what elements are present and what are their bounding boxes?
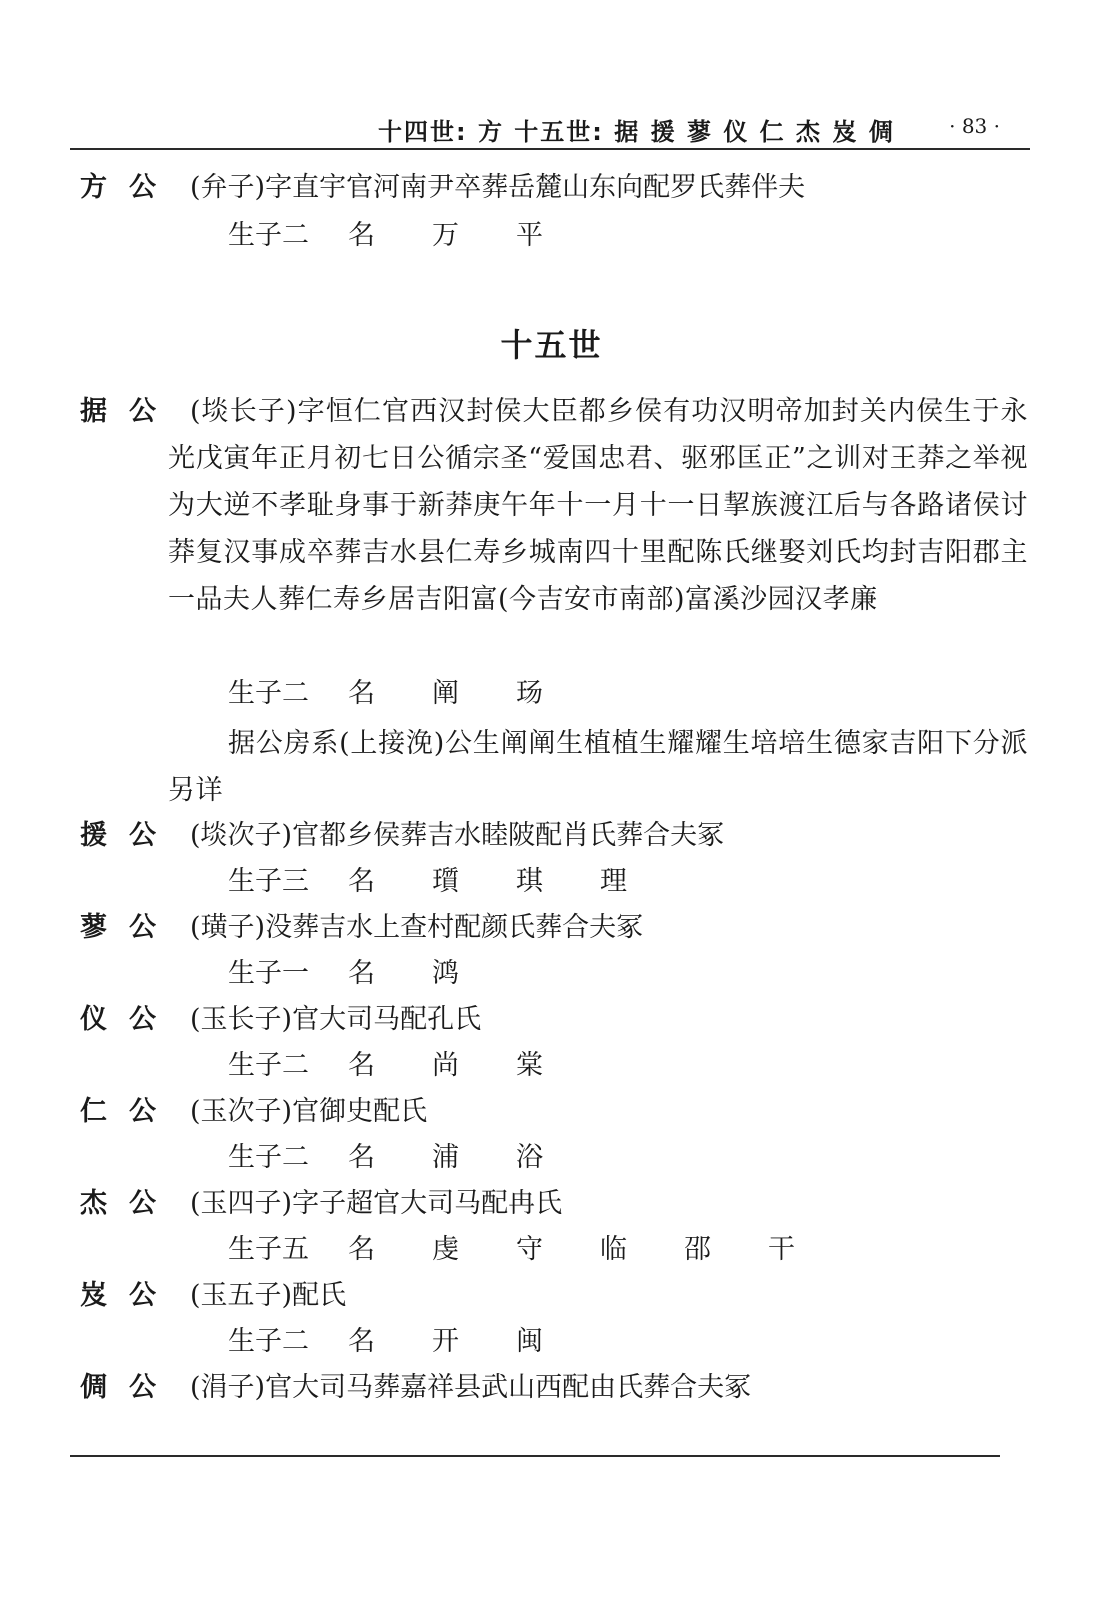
entry-name: 方公 [80, 172, 178, 203]
children-line [228, 954, 516, 994]
bottom-rule [70, 1455, 1000, 1457]
entry-name: 岌公 [80, 1280, 178, 1311]
children-count: 生子一 [228, 958, 309, 989]
children-count: 生子二 [228, 1050, 309, 1081]
children-ming: 名 [348, 220, 375, 251]
entry-text: (埮次子)官都乡侯葬吉水睦陂配肖氏葬合夫冢 [190, 820, 725, 851]
entry-text: (埮长子)字恒仁官西汉封侯大臣都乡侯有功汉明帝加封关内侯生于永光戊寅年正月初七日公循宗圣“爱国忠君、驱邪匡正”之训对王莽之举视为大逆不孝耻身事于新莽庚午年十一月十一日挈族渡江后与各路诸侯讨莽复汉事成卒葬吉水县仁寿乡城南四十里配陈氏继娶刘氏均封吉阳郡主一品夫人葬仁寿乡居吉阳富(今吉安市南部)富溪沙园汉孝廉 [168, 396, 1028, 615]
child-name: 琪 [516, 866, 543, 897]
children-ming: 名 [348, 1050, 375, 1081]
entry-name: 蓼公 [80, 912, 178, 943]
children-count: 生子二 [228, 1326, 309, 1357]
child-name: 干 [768, 1234, 795, 1265]
children-line [228, 862, 684, 902]
entry-text: (玉长子)官大司马配孔氏 [190, 1004, 482, 1035]
children-line [228, 1046, 600, 1086]
child-name: 闽 [516, 1326, 543, 1357]
entry-name: 仪公 [80, 1004, 178, 1035]
children-ming: 名 [348, 1326, 375, 1357]
child-name: 阐 [432, 678, 459, 709]
children-ming: 名 [348, 1234, 375, 1265]
children-count: 生子三 [228, 866, 309, 897]
children-line [228, 216, 600, 256]
child-name: 开 [432, 1326, 459, 1357]
children-line [228, 1138, 600, 1178]
children-count: 生子二 [228, 678, 309, 709]
children-line [228, 1230, 852, 1270]
child-name: 瓆 [432, 866, 459, 897]
entry-name: 杰公 [80, 1188, 178, 1219]
entry-text: (璜子)没葬吉水上查村配颜氏葬合夫冢 [190, 912, 644, 943]
children-count: 生子五 [228, 1234, 309, 1265]
child-name: 守 [516, 1234, 543, 1265]
entry-text: (玉次子)官御史配氏 [190, 1096, 428, 1127]
children-line [228, 674, 600, 714]
running-title: 十四世: 方 十五世: 据 援 蓼 仪 仁 杰 岌 倜 [378, 118, 895, 146]
child-name: 万 [432, 220, 459, 251]
children-line [228, 1322, 600, 1362]
child-name: 理 [600, 866, 627, 897]
entry-text: (弁子)字直宇官河南尹卒葬岳麓山东向配罗氏葬伴夫 [190, 172, 806, 203]
branch-note: 据公房系(上接浼)公生阐阐生植植生耀耀生培培生德家吉阳下分派另详 [168, 728, 1028, 806]
child-name: 玚 [516, 678, 543, 709]
entry-text: (涓子)官大司马葬嘉祥县武山西配由氏葬合夫冢 [190, 1372, 752, 1403]
entry-name: 据公 [80, 396, 178, 427]
entry-name: 仁公 [80, 1096, 178, 1127]
child-name: 虔 [432, 1234, 459, 1265]
child-name: 平 [516, 220, 543, 251]
section-heading: 十五世 [500, 326, 603, 364]
children-ming: 名 [348, 1142, 375, 1173]
children-count: 生子二 [228, 1142, 309, 1173]
children-ming: 名 [348, 866, 375, 897]
children-ming: 名 [348, 678, 375, 709]
child-name: 邵 [684, 1234, 711, 1265]
entry-name: 援公 [80, 820, 178, 851]
child-name: 浦 [432, 1142, 459, 1173]
child-name: 浴 [516, 1142, 543, 1173]
page-number: · 83 · [949, 114, 1000, 138]
entry-name: 倜公 [80, 1372, 178, 1403]
child-name: 临 [600, 1234, 627, 1265]
children-count: 生子二 [228, 220, 309, 251]
child-name: 尚 [432, 1050, 459, 1081]
child-name: 棠 [516, 1050, 543, 1081]
page-header [70, 108, 1030, 150]
entry-text: (玉五子)配氏 [190, 1280, 347, 1311]
children-ming: 名 [348, 958, 375, 989]
child-name: 鸿 [432, 958, 459, 989]
entry-text: (玉四子)字子超官大司马配冉氏 [190, 1188, 563, 1219]
